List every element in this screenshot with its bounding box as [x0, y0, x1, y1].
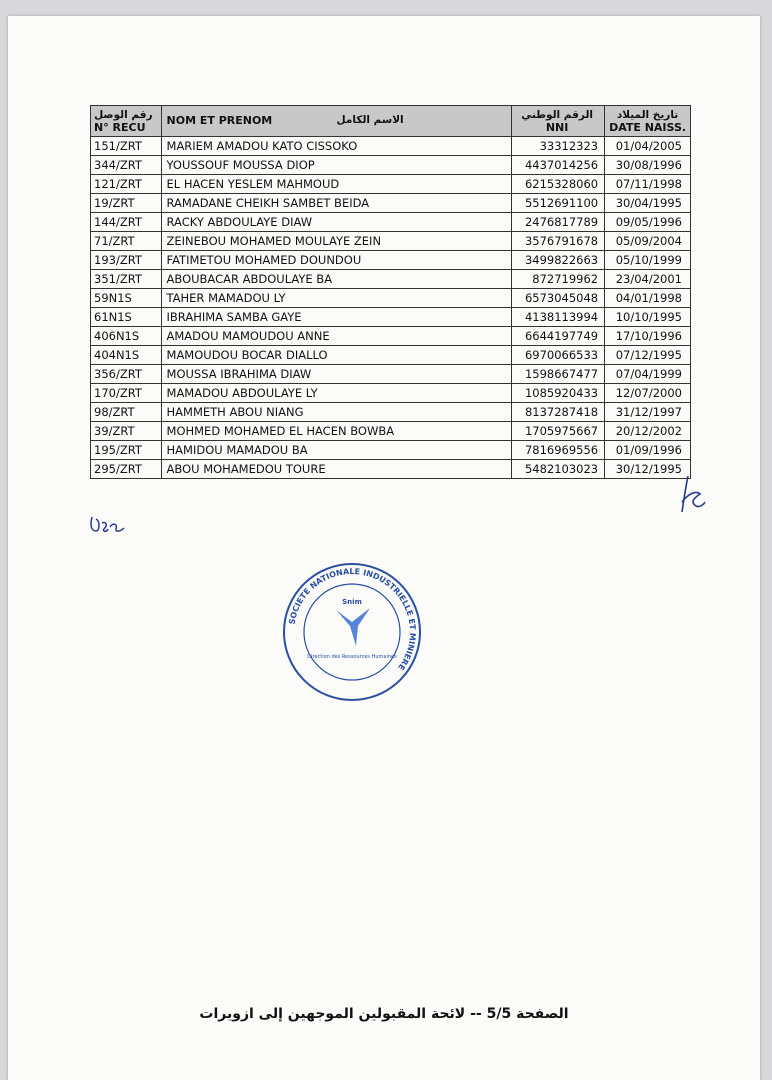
header-date-fr: DATE NAISS. [609, 120, 687, 134]
cell-date: 20/12/2002 [605, 422, 691, 441]
svg-text:Direction des Ressources Humai: Direction des Ressources Humaines [307, 654, 397, 660]
cell-recu: 39/ZRT [91, 422, 162, 441]
cell-nni: 4437014256 [512, 156, 605, 175]
cell-recu: 351/ZRT [91, 270, 162, 289]
cell-name: RACKY ABDOULAYE DIAW [161, 213, 512, 232]
table-row [91, 175, 691, 194]
cell-name: FATIMETOU MOHAMED DOUNDOU [161, 251, 512, 270]
cell-date: 23/04/2001 [605, 270, 691, 289]
cell-name: ABOUBACAR ABDOULAYE BA [161, 270, 512, 289]
svg-text:Snim: Snim [342, 598, 362, 606]
cell-nni: 2476817789 [512, 213, 605, 232]
cell-recu: 71/ZRT [91, 232, 162, 251]
header-nni [512, 106, 605, 137]
header-recu [91, 106, 162, 137]
table-header-row [91, 106, 691, 137]
svg-text:SOCIETE NATIONALE INDUSTRIELLE: SOCIETE NATIONALE INDUSTRIELLE ET MINIERE [287, 566, 418, 672]
cell-date: 30/08/1996 [605, 156, 691, 175]
handwritten-signature-left [88, 513, 128, 537]
cell-date: 05/09/2004 [605, 232, 691, 251]
cell-date: 05/10/1999 [605, 251, 691, 270]
cell-date: 10/10/1995 [605, 308, 691, 327]
cell-nni: 6573045048 [512, 289, 605, 308]
cell-nni: 5512691100 [512, 194, 605, 213]
cell-name: MOHMED MOHAMED EL HACEN BOWBA [161, 422, 512, 441]
page-footer: الصفحة 5/5 -- لائحة المقبولين الموجهين إلى ازويرات [199, 1006, 569, 1022]
cell-date: 30/12/1995 [605, 460, 691, 479]
table-row [91, 346, 691, 365]
cell-date: 31/12/1997 [605, 403, 691, 422]
cell-name: HAMMETH ABOU NIANG [161, 403, 512, 422]
cell-date: 07/11/1998 [605, 175, 691, 194]
admissions-table [90, 105, 691, 479]
table-row [91, 156, 691, 175]
cell-name: RAMADANE CHEIKH SAMBET BEIDA [161, 194, 512, 213]
cell-recu: 193/ZRT [91, 251, 162, 270]
cell-recu: 98/ZRT [91, 403, 162, 422]
cell-name: ZEINEBOU MOHAMED MOULAYE ZEIN [161, 232, 512, 251]
cell-recu: 295/ZRT [91, 460, 162, 479]
cell-recu: 61N1S [91, 308, 162, 327]
table-row [91, 251, 691, 270]
cell-nni: 6215328060 [512, 175, 605, 194]
cell-nni: 1598667477 [512, 365, 605, 384]
table-row [91, 194, 691, 213]
cell-recu: 406N1S [91, 327, 162, 346]
cell-name: IBRAHIMA SAMBA GAYE [161, 308, 512, 327]
cell-nni: 3576791678 [512, 232, 605, 251]
document-page [8, 16, 760, 1080]
table-row [91, 289, 691, 308]
cell-recu: 151/ZRT [91, 137, 162, 156]
table-row [91, 270, 691, 289]
cell-recu: 344/ZRT [91, 156, 162, 175]
cell-date: 17/10/1996 [605, 327, 691, 346]
table-row [91, 232, 691, 251]
table-row [91, 213, 691, 232]
cell-nni: 7816969556 [512, 441, 605, 460]
company-stamp [280, 560, 424, 704]
cell-nni: 33312323 [512, 137, 605, 156]
header-nni-ar: الرقم الوطني [521, 108, 593, 121]
cell-nni: 5482103023 [512, 460, 605, 479]
header-name-ar: الاسم الكامل [336, 114, 404, 126]
cell-recu: 170/ZRT [91, 384, 162, 403]
header-name [161, 106, 512, 137]
header-recu-fr: N° RECU [94, 120, 146, 134]
cell-date: 01/04/2005 [605, 137, 691, 156]
table-row [91, 403, 691, 422]
cell-recu: 404N1S [91, 346, 162, 365]
cell-nni: 6970066533 [512, 346, 605, 365]
table-row [91, 384, 691, 403]
header-nni-fr: NNI [545, 120, 569, 134]
cell-name: TAHER MAMADOU LY [161, 289, 512, 308]
cell-nni: 872719962 [512, 270, 605, 289]
cell-recu: 195/ZRT [91, 441, 162, 460]
handwritten-initials-right [674, 472, 708, 516]
header-name-fr: NOM ET PRENOM [166, 114, 273, 127]
cell-recu: 144/ZRT [91, 213, 162, 232]
table-row [91, 327, 691, 346]
cell-name: MOUSSA IBRAHIMA DIAW [161, 365, 512, 384]
cell-name: YOUSSOUF MOUSSA DIOP [161, 156, 512, 175]
cell-nni: 4138113994 [512, 308, 605, 327]
cell-name: MARIEM AMADOU KATO CISSOKO [161, 137, 512, 156]
cell-nni: 3499822663 [512, 251, 605, 270]
cell-name: ABOU MOHAMEDOU TOURE [161, 460, 512, 479]
cell-name: EL HACEN YESLEM MAHMOUD [161, 175, 512, 194]
table-row [91, 365, 691, 384]
cell-recu: 59N1S [91, 289, 162, 308]
table-row [91, 137, 691, 156]
cell-date: 07/04/1999 [605, 365, 691, 384]
table-row [91, 308, 691, 327]
cell-nni: 1705975667 [512, 422, 605, 441]
table-row [91, 441, 691, 460]
cell-date: 01/09/1996 [605, 441, 691, 460]
cell-nni: 1085920433 [512, 384, 605, 403]
cell-date: 30/04/1995 [605, 194, 691, 213]
cell-recu: 356/ZRT [91, 365, 162, 384]
cell-date: 04/01/1998 [605, 289, 691, 308]
cell-date: 09/05/1996 [605, 213, 691, 232]
header-date [605, 106, 691, 137]
cell-name: HAMIDOU MAMADOU BA [161, 441, 512, 460]
cell-date: 12/07/2000 [605, 384, 691, 403]
header-recu-ar: رقم الوصل [94, 108, 153, 121]
table-row [91, 460, 691, 479]
header-date-ar: تاريخ الميلاد [616, 108, 679, 121]
cell-nni: 6644197749 [512, 327, 605, 346]
cell-recu: 19/ZRT [91, 194, 162, 213]
cell-name: MAMOUDOU BOCAR DIALLO [161, 346, 512, 365]
cell-date: 07/12/1995 [605, 346, 691, 365]
cell-recu: 121/ZRT [91, 175, 162, 194]
cell-name: AMADOU MAMOUDOU ANNE [161, 327, 512, 346]
cell-name: MAMADOU ABDOULAYE LY [161, 384, 512, 403]
cell-nni: 8137287418 [512, 403, 605, 422]
table-row [91, 422, 691, 441]
